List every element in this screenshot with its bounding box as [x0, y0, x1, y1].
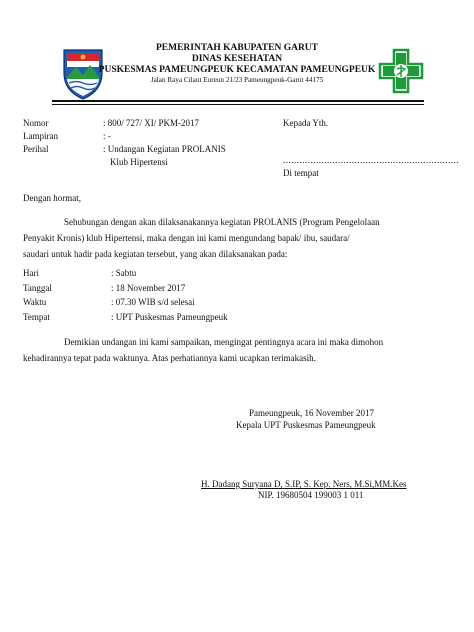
lampiran-label: Lampiran: [23, 131, 58, 141]
salutation: Dengan hormat,: [23, 193, 81, 203]
paragraph-1-line-2: Penyakit Kronis) klub Hipertensi, maka dengan ini kami mengundang bapak/ ibu, saudara/: [23, 233, 350, 243]
paragraph-1-line-3: saudari untuk hadir pada kegiatan tersebut, yang akan dilaksanakan pada:: [23, 249, 288, 259]
kop-address: Jalan Raya Cilaut Eureun 21/23 Pameungpeuk-Garut 44175: [150, 76, 324, 84]
hari-label: Hari: [23, 268, 39, 278]
signature-name: H. Dadang Suryana D, S.IP, S. Kep. Ners, M.Si,MM.Kes: [201, 479, 407, 489]
kop-line-1: PEMERINTAH KABUPATEN GARUT: [155, 43, 319, 53]
tempat-value: : UPT Puskesmas Pameungpeuk: [111, 312, 228, 322]
kop-line-3: PUSKESMAS PAMEUNGPEUK KECAMATAN PAMEUNGPEUK: [98, 65, 376, 75]
paragraph-2-line-2: kehadirannya tepat pada waktunya. Atas perhatiannya kami ucapkan terimakasih.: [23, 353, 316, 363]
signature-position: Kepala UPT Puskesmas Pameungpeuk: [236, 420, 376, 430]
kop-line-2: DINAS KESEHATAN: [191, 54, 283, 64]
recipient-tempat: Di tempat: [283, 168, 319, 178]
header-rule-thick: [52, 100, 424, 102]
recipient-dots: ................................................................: [283, 155, 459, 165]
perihal-label: Perihal: [23, 144, 49, 154]
tanggal-value: : 18 November 2017: [111, 283, 186, 293]
tempat-label: Tempat: [23, 312, 50, 322]
perihal-value-2: Klub Hipertensi: [110, 157, 168, 167]
lampiran-value: : -: [103, 131, 111, 141]
signature-nip: NIP. 19680504 199003 1 011: [258, 490, 364, 500]
nomor-label: Nomor: [23, 118, 49, 128]
letterhead: [0, 43, 474, 85]
paragraph-1-line-1: Sehubungan dengan akan dilaksanakannya kegiatan PROLANIS (Program Pengelolaan: [64, 217, 380, 227]
nomor-value: : 800/ 727/ XI/ PKM-2017: [103, 118, 200, 128]
paragraph-2-line-1: Demikian undangan ini kami sampaikan, mengingat pentingnya acara ini maka dimohon: [64, 337, 384, 347]
hari-value: : Sabtu: [111, 268, 137, 278]
waktu-value: : 07.30 WIB s/d selesai: [111, 297, 195, 307]
signature-place-date: Pameungpeuk, 16 November 2017: [249, 408, 374, 418]
header-rule-thin: [52, 104, 424, 105]
tanggal-label: Tanggal: [23, 283, 52, 293]
recipient-kepada: Kepada Yth.: [283, 118, 329, 128]
waktu-label: Waktu: [23, 297, 47, 307]
perihal-value: : Undangan Kegiatan PROLANIS: [103, 144, 226, 154]
